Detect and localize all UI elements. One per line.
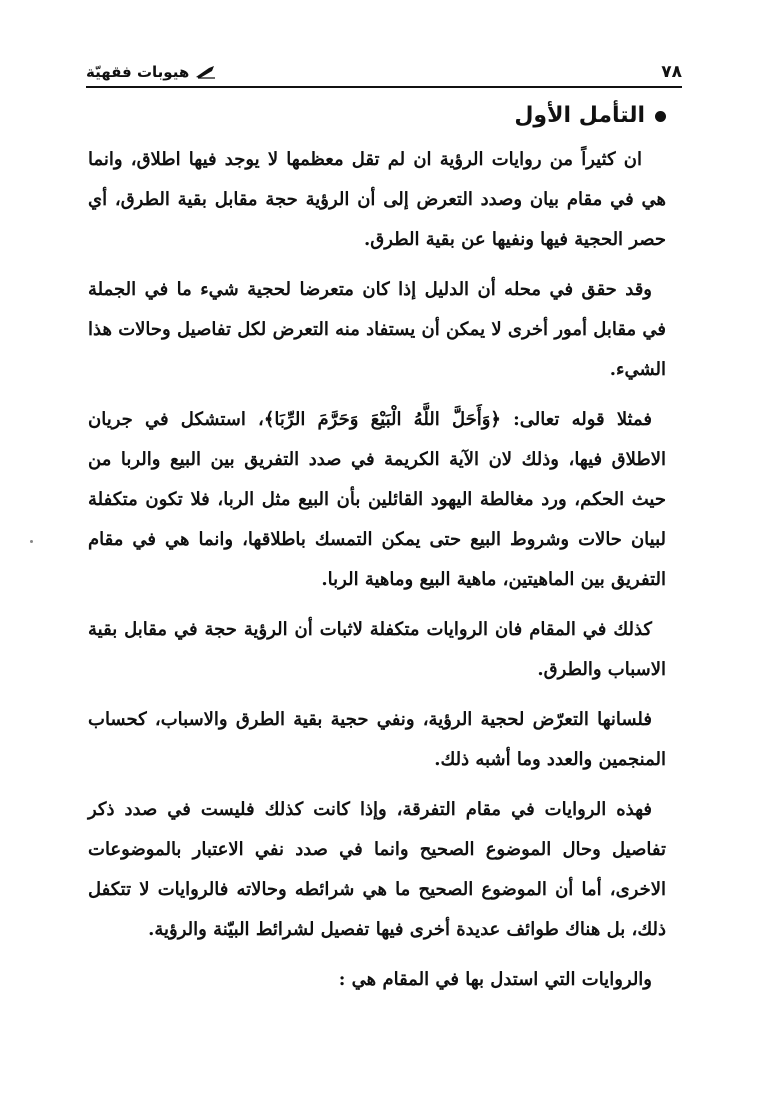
- section-heading: [88, 104, 666, 128]
- scan-speck: [30, 540, 33, 543]
- paragraph-5: فلسانها التعرّض لحجية الرؤية، ونفي حجية بقية الطرق والاسباب، كحساب المنجمين والعدد وما أشبه ذلك.: [88, 709, 666, 770]
- section-heading-text: التأمل الأول: [514, 103, 645, 128]
- running-header: [86, 58, 682, 86]
- pen-icon: [195, 65, 217, 79]
- closing-line: والروايات التي استدل بها في المقام هي :: [338, 969, 652, 990]
- paragraph-1: ان كثيراً من روايات الرؤية ان لم تقل معظمها لا يوجد فيها اطلاق، وانما هي في مقام بيان وصدد التعرض إلى أن الرؤية حجة مقابل بقية الطرق، أي حصر الحجية فيها ونفيها عن بقية الطرق.: [88, 149, 666, 250]
- bullet-icon: [655, 111, 666, 122]
- header-divider: [86, 86, 682, 88]
- paragraph-6: فهذه الروايات في مقام التفرقة، وإذا كانت كذلك فليست في صدد ذكر تفاصيل وحال الموضوع الصحيح وانما في صدد نفي الاعتبار بالموضوعات الاخرى، أما أن الموضوع الصحيح ما هي شرائطه وحالاته فالروايات لا تتكفل ذلك، بل هناك طوائف عديدة أخرى فيها تفصيل لشرائط البيّنة والرؤية.: [88, 799, 666, 940]
- page-number: ٧٨: [661, 62, 682, 82]
- book-title-group: [86, 63, 217, 81]
- paragraph-3: فمثلا قوله تعالى: ﴿وَأَحَلَّ اللَّهُ الْبَيْعَ وَحَرَّمَ الرِّبَا﴾، استشكل في جريان الاطلاق فيها، وذلك لان الآية الكريمة في صدد التفريق بين البيع والربا من حيث الحكم، ورد مغالطة اليهود القائلين بأن البيع مثل الربا، فلا تكون متكفلة لبيان حالات وشروط البيع حتى يمكن التمسك باطلاقها، وانما هي في مقام التفريق بين الماهيتين، ماهية البيع وماهية الربا.: [88, 409, 666, 590]
- paragraph-2: وقد حقق في محله أن الدليل إذا كان متعرضا لحجية شيء ما في الجملة في مقابل أمور أخرى لا يمكن أن يستفاد منه التعرض لكل تفاصيل وحالات هذا الشيء.: [88, 279, 666, 380]
- paragraph-4: كذلك في المقام فان الروايات متكفلة لاثبات أن الرؤية حجة في مقابل بقية الاسباب والطرق.: [88, 619, 666, 680]
- page-content: [88, 104, 666, 1010]
- book-title: هيوبات فقهيّة: [86, 63, 190, 81]
